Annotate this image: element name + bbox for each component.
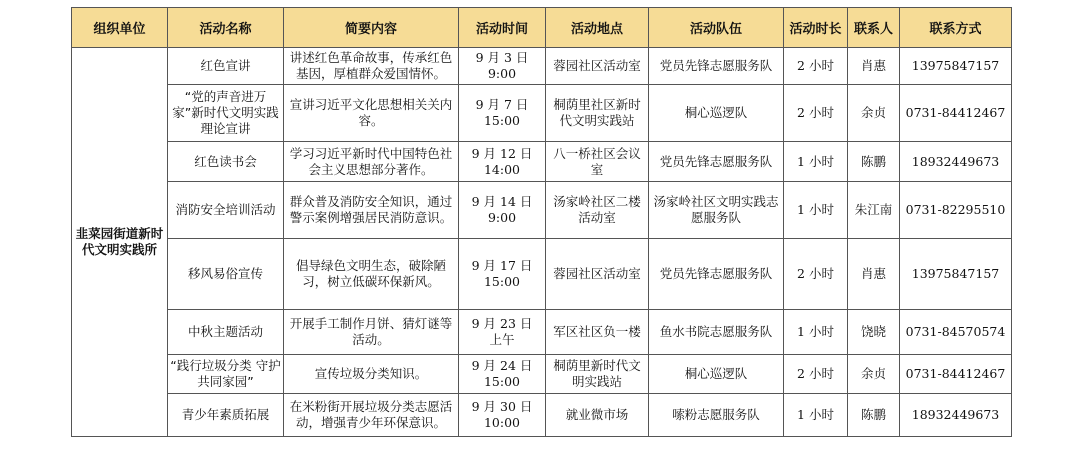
activity-name: 移风易俗宣传 — [168, 239, 284, 310]
activity-place: 汤家岭社区二楼活动室 — [546, 182, 649, 239]
time-clock: 15:00 — [483, 274, 521, 289]
activity-time — [459, 182, 546, 239]
time-clock: 9:00 — [487, 66, 517, 81]
org-cell: 韭菜园街道新时代文明实践所 — [72, 48, 168, 437]
activity-content: 开展手工制作月饼、猜灯谜等活动。 — [284, 310, 459, 355]
contact-person: 肖惠 — [848, 239, 900, 310]
table-row — [72, 310, 1012, 355]
activity-name: “党的声音进万家”新时代文明实践理论宣讲 — [168, 85, 284, 142]
activity-time — [459, 394, 546, 437]
activity-duration: 1 小时 — [784, 182, 848, 239]
activity-content: 宣讲习近平文化思想相关关内容。 — [284, 85, 459, 142]
contact-phone: 0731-82295510 — [900, 182, 1012, 239]
table-row — [72, 239, 1012, 310]
header-row — [72, 8, 1012, 48]
activity-team: 党员先锋志愿服务队 — [649, 239, 784, 310]
activity-name: “践行垃圾分类 守护共同家园” — [168, 355, 284, 394]
table-row — [72, 85, 1012, 142]
activity-duration: 2 小时 — [784, 355, 848, 394]
header-place: 活动地点 — [546, 8, 649, 48]
header-contact: 联系人 — [848, 8, 900, 48]
time-clock: 9:00 — [487, 210, 517, 225]
contact-phone: 0731-84412467 — [900, 355, 1012, 394]
table-row — [72, 142, 1012, 182]
activity-content: 在米粉街开展垃圾分类志愿活动，增强青少年环保意识。 — [284, 394, 459, 437]
time-date: 9 月 14 日 — [471, 194, 533, 209]
activity-duration: 2 小时 — [784, 48, 848, 85]
time-date: 9 月 23 日 — [471, 316, 533, 331]
activity-team: 党员先锋志愿服务队 — [649, 48, 784, 85]
header-time: 活动时间 — [459, 8, 546, 48]
contact-phone: 0731-84570574 — [900, 310, 1012, 355]
activity-name: 红色宣讲 — [168, 48, 284, 85]
contact-person: 饶晓 — [848, 310, 900, 355]
header-duration: 活动时长 — [784, 8, 848, 48]
time-date: 9 月 24 日 — [471, 358, 533, 373]
table-row — [72, 48, 1012, 85]
activity-place: 桐荫里新时代文明实践站 — [546, 355, 649, 394]
activity-content: 宣传垃圾分类知识。 — [284, 355, 459, 394]
activity-name: 红色读书会 — [168, 142, 284, 182]
contact-person: 陈鹏 — [848, 394, 900, 437]
activity-duration: 1 小时 — [784, 310, 848, 355]
time-clock: 10:00 — [483, 415, 521, 430]
activity-time — [459, 142, 546, 182]
activity-time — [459, 48, 546, 85]
time-clock: 15:00 — [483, 374, 521, 389]
activity-place: 蓉园社区活动室 — [546, 48, 649, 85]
activity-team: 鱼水书院志愿服务队 — [649, 310, 784, 355]
time-date: 9 月 3 日 — [475, 50, 529, 65]
activity-place: 八一桥社区会议室 — [546, 142, 649, 182]
activity-duration: 2 小时 — [784, 239, 848, 310]
contact-person: 余贞 — [848, 85, 900, 142]
contact-person: 肖惠 — [848, 48, 900, 85]
activity-schedule-table — [71, 7, 1012, 437]
time-clock: 15:00 — [483, 113, 521, 128]
header-content: 简要内容 — [284, 8, 459, 48]
time-clock: 14:00 — [483, 161, 521, 177]
time-clock: 上午 — [489, 332, 515, 347]
activity-team: 汤家岭社区文明实践志愿服务队 — [649, 182, 784, 239]
activity-team: 桐心巡逻队 — [649, 355, 784, 394]
header-activity-name: 活动名称 — [168, 8, 284, 48]
activity-content: 学习习近平新时代中国特色社会主义思想部分著作。 — [284, 142, 459, 182]
header-team: 活动队伍 — [649, 8, 784, 48]
contact-person: 陈鹏 — [848, 142, 900, 182]
activity-content: 讲述红色革命故事，传承红色基因，厚植群众爱国情怀。 — [284, 48, 459, 85]
time-date: 9 月 30 日 — [471, 399, 533, 414]
activity-team: 嗦粉志愿服务队 — [649, 394, 784, 437]
activity-content: 倡导绿色文明生态，破除陋习，树立低碳环保新风。 — [284, 239, 459, 310]
activity-place: 就业微市场 — [546, 394, 649, 437]
activity-time — [459, 310, 546, 355]
time-date: 9 月 17 日 — [471, 258, 533, 273]
table-row — [72, 355, 1012, 394]
activity-place: 桐荫里社区新时代文明实践站 — [546, 85, 649, 142]
contact-person: 朱江南 — [848, 182, 900, 239]
activity-place: 蓉园社区活动室 — [546, 239, 649, 310]
contact-phone: 18932449673 — [900, 394, 1012, 437]
table-row — [72, 182, 1012, 239]
time-date: 9 月 7 日 — [475, 97, 529, 112]
activity-time — [459, 85, 546, 142]
activity-content: 群众普及消防安全知识，通过警示案例增强居民消防意识。 — [284, 182, 459, 239]
header-phone: 联系方式 — [900, 8, 1012, 48]
activity-name: 青少年素质拓展 — [168, 394, 284, 437]
activity-team: 党员先锋志愿服务队 — [649, 142, 784, 182]
activity-time — [459, 355, 546, 394]
activity-time — [459, 239, 546, 310]
contact-phone: 13975847157 — [900, 48, 1012, 85]
table-row — [72, 394, 1012, 437]
header-org: 组织单位 — [72, 8, 168, 48]
contact-phone: 0731-84412467 — [900, 85, 1012, 142]
activity-name: 中秋主题活动 — [168, 310, 284, 355]
activity-place: 军区社区负一楼 — [546, 310, 649, 355]
activity-duration: 1 小时 — [784, 142, 848, 182]
time-date: 9 月 12 日 — [471, 145, 533, 161]
activity-duration: 1 小时 — [784, 394, 848, 437]
contact-phone: 18932449673 — [900, 142, 1012, 182]
activity-duration: 2 小时 — [784, 85, 848, 142]
activity-team: 桐心巡逻队 — [649, 85, 784, 142]
contact-person: 余贞 — [848, 355, 900, 394]
activity-name: 消防安全培训活动 — [168, 182, 284, 239]
contact-phone: 13975847157 — [900, 239, 1012, 310]
